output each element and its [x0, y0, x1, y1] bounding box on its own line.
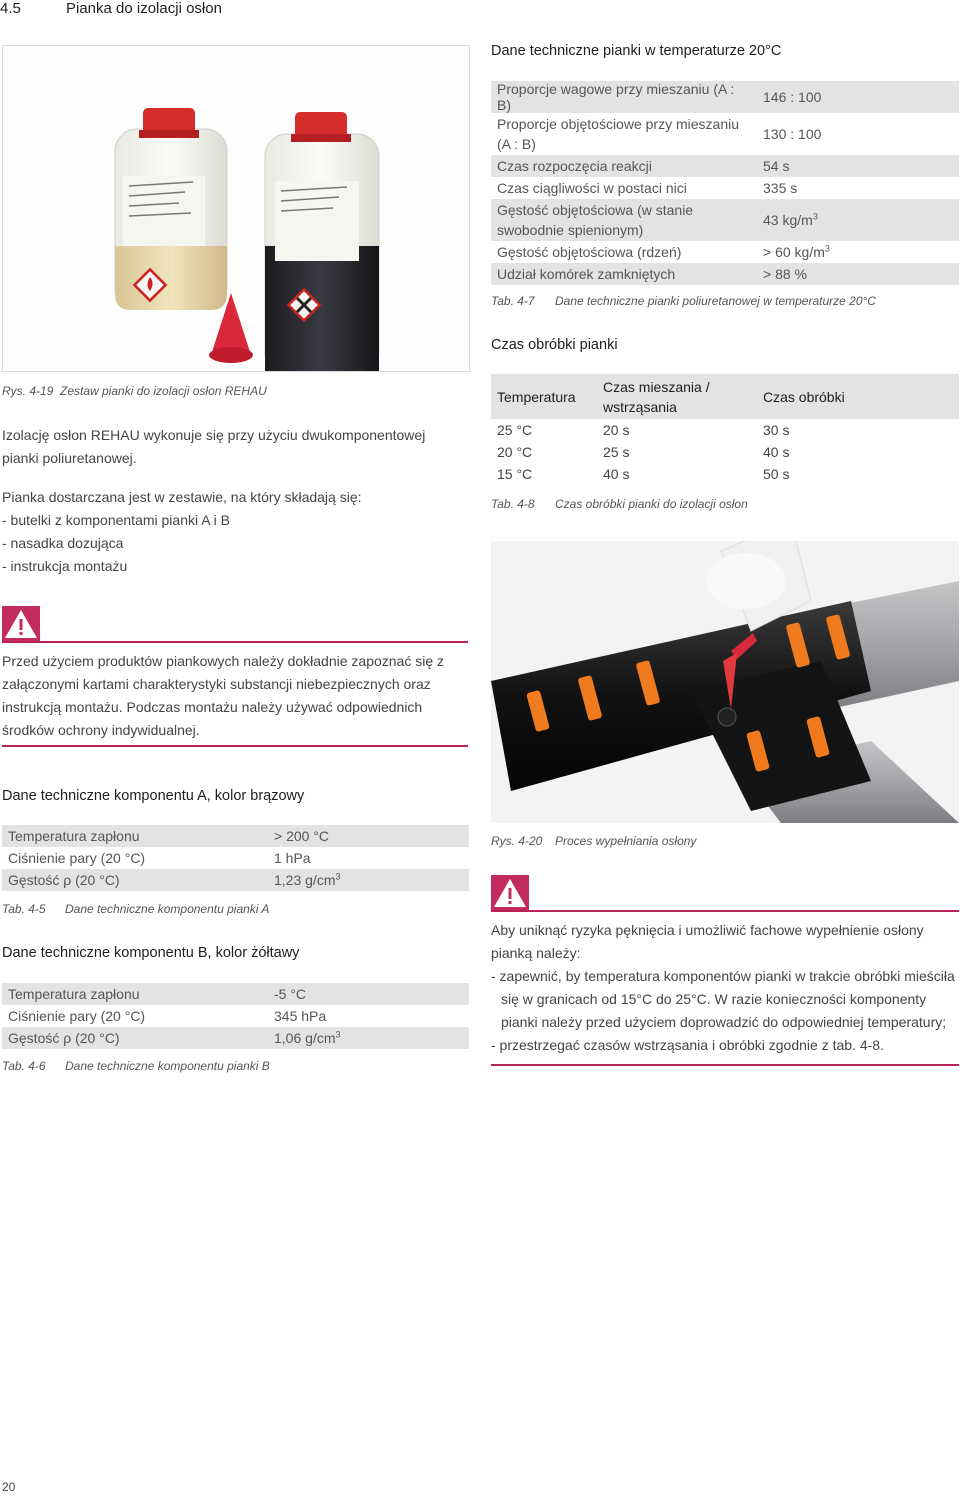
table-cell: 15 °C [497, 466, 533, 482]
table-cell: 130 : 100 [763, 126, 822, 142]
table-cell: 1 hPa [274, 850, 311, 866]
table-row [2, 825, 469, 847]
table-cell: 30 s [763, 422, 790, 438]
table-caption [491, 294, 876, 308]
table-row [491, 241, 959, 263]
warning-list-item: - przestrzegać czasów wstrząsania i obróbki zgodnie z tab. 4-8. [491, 1037, 884, 1053]
table-cell: 335 s [763, 180, 798, 196]
value-text: 1,23 g/cm [274, 872, 336, 888]
figure-caption [491, 834, 696, 848]
intro-text [2, 424, 464, 578]
table-cell: 25 °C [497, 422, 533, 438]
warning-list-item: - zapewnić, by temperatura komponentów pianki w trakcie obróbki mieściła się w granicach od 15°C do 25°C. W razie konieczności komponenty pianki należy przed użyciem doprowadzić do odpowiedniej temperatury; [491, 968, 955, 1030]
caption-number: Tab. 4-7 [491, 294, 535, 308]
filling-process-photo [491, 541, 959, 823]
section-title: Pianka do izolacji osłon [66, 0, 222, 17]
warning-lead: Aby uniknąć ryzyka pęknięcia i umożliwić fachowe wypełnienie osłony pianką należy: [491, 922, 924, 961]
foam-data-table [491, 81, 959, 285]
table-cell: > 200 °C [268, 825, 469, 847]
table-cell: 345 hPa [274, 1008, 327, 1024]
caption-text: Zestaw pianki do izolacji osłon REHAU [60, 384, 267, 398]
table-cell: Ciśnienie pary (20 °C) [8, 1008, 146, 1024]
warning-rule [2, 745, 468, 747]
component-a-title: Dane techniczne komponentu A, kolor brązowy [2, 788, 305, 804]
caption-number: Tab. 4-6 [2, 1059, 46, 1073]
foam-kit-photo [2, 45, 470, 372]
caption-number: Rys. 4-20 [491, 834, 543, 848]
column-header: Czas obróbki [757, 374, 959, 419]
table-cell: 20 s [603, 422, 630, 438]
table-row [491, 441, 959, 463]
table-cell: Proporcje wagowe przy mieszaniu (A : B) [491, 81, 757, 113]
page-number: 20 [2, 1480, 16, 1494]
column-header: Czas mieszania / wstrząsania [597, 374, 757, 419]
table-caption [491, 497, 748, 511]
table-row [491, 113, 959, 155]
table-cell: 50 s [763, 466, 790, 482]
table-cell [268, 1027, 469, 1049]
intro-list-item: - instrukcja montażu [2, 558, 128, 574]
figure-caption [2, 384, 267, 398]
component-a-table [2, 825, 469, 891]
intro-paragraph: Izolację osłon REHAU wykonuje się przy użyciu dwukomponentowej pianki poliuretanowej. [2, 427, 426, 466]
table-cell: 40 s [763, 444, 790, 460]
table-cell: Temperatura zapłonu [2, 825, 268, 847]
caption-text: Czas obróbki pianki do izolacji osłon [555, 497, 748, 511]
table-cell: 146 : 100 [757, 81, 959, 113]
time-table-title: Czas obróbki pianki [491, 337, 618, 353]
table-cell [757, 241, 959, 263]
warning-text: Przed użyciem produktów piankowych należy dokładnie zapoznać się z załączonymi kartami charakterystyki substancji niebezpiecznych oraz instrukcją montażu. Podczas montażu należy używać odpowiednich środków ochrony indywidualnej. [2, 653, 445, 738]
table-row [2, 1027, 469, 1049]
table-cell: Udział komórek zamkniętych [491, 263, 757, 285]
table-cell: Gęstość objętościowa (rdzeń) [497, 244, 682, 260]
caption-number: Tab. 4-8 [491, 497, 535, 511]
table-row [2, 869, 469, 891]
section-number: 4.5 [0, 0, 21, 17]
caption-text: Dane techniczne komponentu pianki A [65, 902, 270, 916]
unit-superscript: 3 [824, 243, 830, 254]
caption-text: Proces wypełniania osłony [555, 834, 697, 848]
unit-superscript: 3 [335, 871, 341, 882]
value-text: 43 kg/m [763, 212, 813, 228]
intro-list-item: - nasadka dozująca [2, 535, 124, 551]
unit-superscript: 3 [812, 211, 818, 222]
component-b-title: Dane techniczne komponentu B, kolor żółtawy [2, 945, 300, 961]
table-cell: > 88 % [757, 263, 959, 285]
table-row [2, 1005, 469, 1027]
intro-list-lead: Pianka dostarczana jest w zestawie, na który składają się: [2, 489, 362, 505]
table-header-row [491, 374, 959, 419]
table-cell: Ciśnienie pary (20 °C) [8, 850, 146, 866]
time-table [491, 374, 959, 485]
foam-table-title: Dane techniczne pianki w temperaturze 20°C [491, 43, 782, 59]
warning-icon-box [491, 875, 529, 911]
table-cell: 40 s [603, 466, 630, 482]
table-cell: Gęstość ρ (20 °C) [2, 1027, 268, 1049]
intro-list-item: - butelki z komponentami pianki A i B [2, 512, 231, 528]
table-row [491, 177, 959, 199]
table-row [491, 81, 959, 113]
table-cell [268, 869, 469, 891]
table-cell: Czas rozpoczęcia reakcji [491, 155, 757, 177]
column-header: Temperatura [491, 374, 597, 419]
component-b-table [2, 983, 469, 1049]
table-cell [757, 199, 959, 241]
value-text: 1,06 g/cm [274, 1030, 336, 1046]
table-cell: Temperatura zapłonu [2, 983, 268, 1005]
caption-text: Dane techniczne pianki poliuretanowej w temperaturze 20°C [555, 294, 876, 308]
warning-rule [2, 641, 468, 643]
table-row [2, 847, 469, 869]
table-row [491, 263, 959, 285]
unit-superscript: 3 [335, 1029, 341, 1040]
table-caption [2, 1059, 270, 1073]
warning-triangle-icon [2, 606, 40, 642]
warning-rule [491, 1064, 959, 1066]
table-row [491, 419, 959, 441]
warning-text [491, 919, 957, 1057]
table-row [2, 983, 469, 1005]
table-cell: -5 °C [268, 983, 469, 1005]
table-caption [2, 902, 269, 916]
table-cell: 54 s [757, 155, 959, 177]
warning-icon-box [2, 606, 40, 642]
value-text: > 60 kg/m [763, 244, 825, 260]
table-cell: 20 °C [497, 444, 533, 460]
table-cell: Gęstość objętościowa (w stanie swobodnie spienionym) [491, 199, 757, 241]
table-cell: Czas ciągliwości w postaci nici [497, 180, 687, 196]
table-row [491, 199, 959, 241]
warning-rule [491, 910, 959, 912]
caption-text: Dane techniczne komponentu pianki B [65, 1059, 270, 1073]
table-cell: Gęstość ρ (20 °C) [2, 869, 268, 891]
table-cell: 25 s [603, 444, 630, 460]
caption-number: Rys. 4-19 [2, 384, 54, 398]
table-cell: Proporcje objętościowe przy mieszaniu (A : B) [497, 116, 739, 152]
table-row [491, 155, 959, 177]
caption-number: Tab. 4-5 [2, 902, 46, 916]
warning-triangle-icon [491, 875, 529, 911]
table-row [491, 463, 959, 485]
